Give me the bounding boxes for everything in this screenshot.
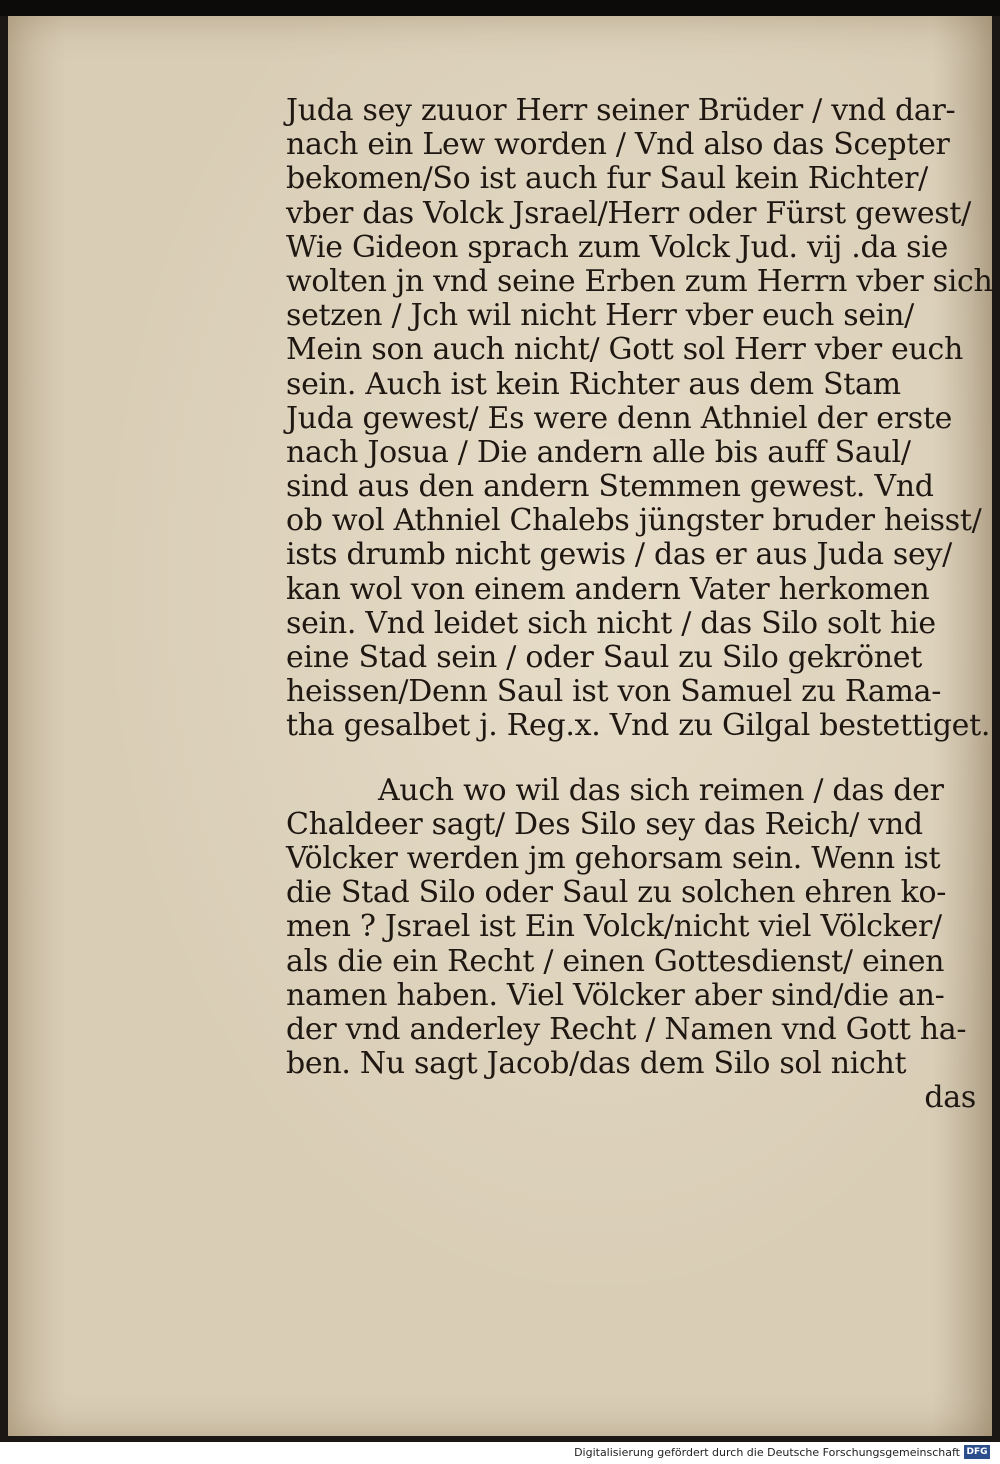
text-line: bekomen/So ist auch fur Saul kein Richter/: [286, 161, 928, 197]
text-line: nach Josua / Die andern alle bis auff Saul/: [286, 434, 911, 470]
book-page: [8, 16, 992, 1436]
scan-top-edge: [0, 0, 1000, 16]
paragraph-gap: [286, 744, 976, 774]
text-line: wolten jn vnd seine Erben zum Herrn vber sich: [286, 263, 993, 299]
text-line: sein. Auch ist kein Richter aus dem Stam: [286, 366, 901, 402]
dfg-logo-icon: DFG: [964, 1445, 990, 1459]
text-line: vber das Volck Jsrael/Herr oder Fürst gewest/: [286, 195, 971, 231]
text-line: sein. Vnd leidet sich nicht / das Silo solt hie: [286, 605, 936, 641]
text-line: Mein son auch nicht/ Gott sol Herr vber euch: [286, 332, 964, 368]
text-line: Wie Gideon sprach zum Volck Jud. vij .da sie: [286, 229, 949, 265]
text-line: heissen/Denn Saul ist von Samuel zu Rama-: [286, 674, 942, 710]
text-line: sind aus den andern Stemmen gewest. Vnd: [286, 469, 934, 505]
text-line: tha gesalbet j. Reg.x. Vnd zu Gilgal bestettiget.: [286, 708, 991, 744]
text-line: Auch wo wil das sich reimen / das der: [378, 772, 944, 808]
digitization-footer: [0, 1442, 1000, 1464]
text-line: Völcker werden jm gehorsam sein. Wenn ist: [286, 840, 941, 876]
text-line: setzen / Jch wil nicht Herr vber euch sein/: [286, 298, 914, 334]
text-line: ben. Nu sagt Jacob/das dem Silo sol nicht: [286, 1046, 907, 1082]
catchword: das: [924, 1080, 976, 1116]
page-text: [286, 93, 993, 1116]
text-line: ob wol Athniel Chalebs jüngster bruder heisst/: [286, 503, 982, 539]
text-line: als die ein Recht / einen Gottesdienst/ einen: [286, 943, 945, 979]
paragraph-2: [286, 774, 976, 1082]
text-line: men ? Jsrael ist Ein Volck/nicht viel Völcker/: [286, 909, 942, 945]
text-line: der vnd anderley Recht / Namen vnd Gott ha-: [286, 1011, 967, 1047]
text-line: kan wol von einem andern Vater herkomen: [286, 571, 930, 607]
text-line: eine Stad sein / oder Saul zu Silo gekrönet: [286, 640, 922, 675]
text-line: Juda sey zuuor Herr seiner Brüder / vnd dar-: [286, 93, 956, 128]
paragraph-1: [286, 93, 993, 744]
text-line: Chaldeer sagt/ Des Silo sey das Reich/ vnd: [286, 806, 923, 842]
text-line: ists drumb nicht gewis / das er aus Juda sey/: [286, 537, 952, 573]
funding-credit: Digitalisierung gefördert durch die Deutsche Forschungsgemeinschaft: [574, 1446, 960, 1459]
text-line: namen haben. Viel Völcker aber sind/die an-: [286, 977, 945, 1013]
text-line: nach ein Lew worden / Vnd also das Scepter: [286, 127, 950, 163]
text-line: die Stad Silo oder Saul zu solchen ehren ko-: [286, 875, 947, 911]
text-line: Juda gewest/ Es were denn Athniel der erste: [286, 400, 953, 436]
